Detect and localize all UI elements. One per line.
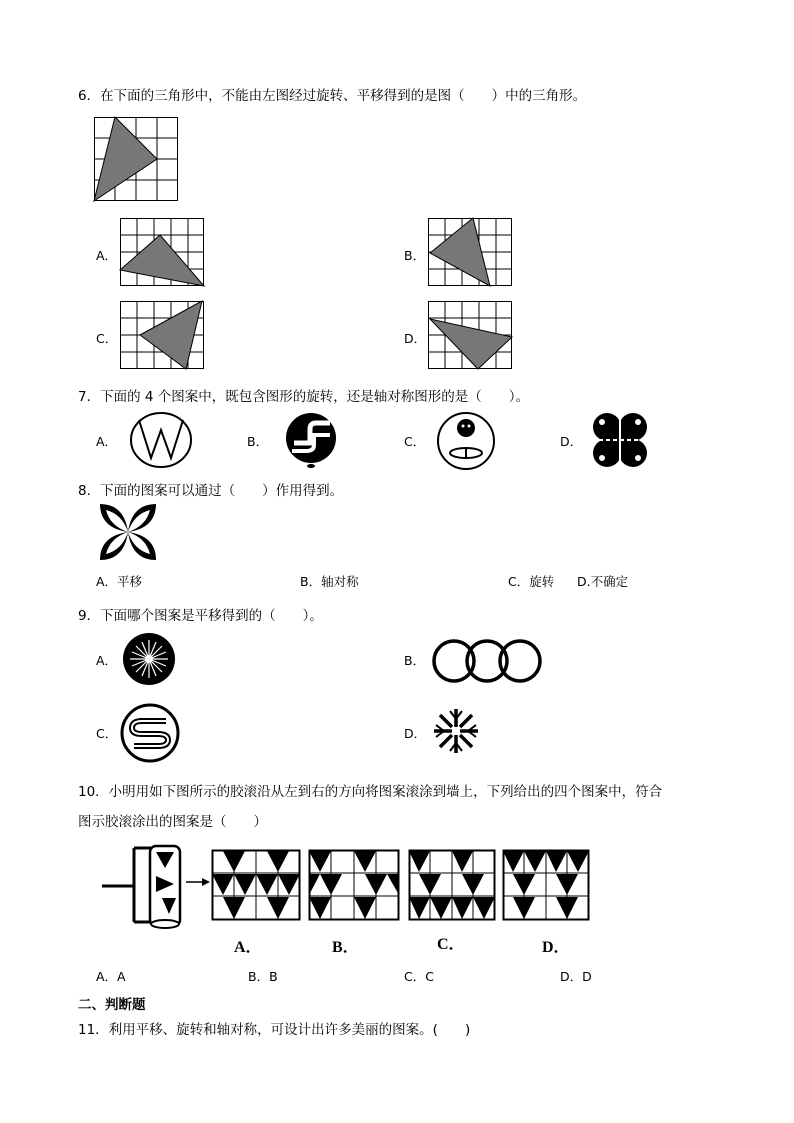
q10-pattern-a[interactable] [212,850,300,920]
q10-pattern-c[interactable] [409,850,495,920]
q6-option-c-figure[interactable] [120,301,204,369]
q6-option-d-figure[interactable] [428,301,512,369]
q10-figure-label-c: C． [437,936,465,953]
q10-figure-label-d: D． [542,939,570,956]
q6-reference-figure [94,117,178,201]
q9-option-c-label[interactable]: C． [96,726,118,741]
q9-option-d-label[interactable]: D． [404,726,427,741]
q7-option-c-emblem[interactable] [436,411,496,471]
q10-option-c[interactable]: C．C [404,969,434,984]
q9-option-b-rings[interactable] [432,638,542,684]
q6-option-b-figure[interactable] [428,218,512,286]
q8-option-c[interactable]: C．旋转 [508,574,555,589]
q6-option-a-figure[interactable] [120,218,204,286]
q10-text-line1: 10．小明用如下图所示的胶滚沿从左到右的方向将图案滚涂到墙上，下列给出的四个图案中，符合 [78,784,663,800]
q6-option-d-label[interactable]: D． [404,331,427,346]
q9-option-b-label[interactable]: B． [404,653,426,668]
q9-option-a-label[interactable]: A． [96,653,118,668]
q10-pattern-b[interactable] [309,850,399,920]
q9-option-a-starburst[interactable] [122,632,176,686]
q11-text: 11．利用平移、旋转和轴对称，可设计出许多美丽的图案。( ) [78,1022,471,1038]
q7-option-b-label[interactable]: B． [247,434,269,449]
q9-option-d-snowflake[interactable] [432,707,480,755]
q10-figure-label-a: A． [234,939,262,956]
q8-pinwheel-figure [98,502,158,562]
q10-pattern-d[interactable] [503,850,589,920]
q7-option-a-vw-logo[interactable] [129,412,193,468]
q7-option-d-emblem[interactable] [592,412,648,468]
q8-option-a[interactable]: A．平移 [96,574,143,589]
q8-option-b[interactable]: B．轴对称 [300,574,359,589]
q7-option-a-label[interactable]: A． [96,434,118,449]
q8-text: 8．下面的图案可以通过（ ）作用得到。 [78,483,344,499]
q7-option-d-label[interactable]: D． [560,434,583,449]
q9-option-c-s-logo[interactable] [120,703,180,763]
q10-option-a[interactable]: A．A [96,969,126,984]
q6-option-a-label[interactable]: A． [96,248,118,263]
q9-text: 9．下面哪个图案是平移得到的（ ）。 [78,608,323,624]
q6-option-c-label[interactable]: C． [96,331,118,346]
q6-text: 6．在下面的三角形中，不能由左图经过旋转、平移得到的是图（ ）中的三角形。 [78,88,587,104]
q8-option-d[interactable]: D.不确定 [577,574,629,589]
section-title-judgement: 二、判断题 [78,997,146,1013]
q10-figure-label-b: B． [332,939,359,956]
q7-text: 7．下面的 4 个图案中，既包含图形的旋转，还是轴对称图形的是（ ）。 [78,389,530,405]
q7-option-c-label[interactable]: C． [404,434,426,449]
q7-option-b-emblem[interactable] [284,411,338,469]
q6-option-b-label[interactable]: B． [404,248,426,263]
q10-text-line2: 图示胶滚涂出的图案是（ ） [78,814,267,830]
q10-option-d[interactable]: D．D [560,969,592,984]
q10-option-b[interactable]: B．B [248,969,278,984]
q10-roller-figure [102,842,212,930]
